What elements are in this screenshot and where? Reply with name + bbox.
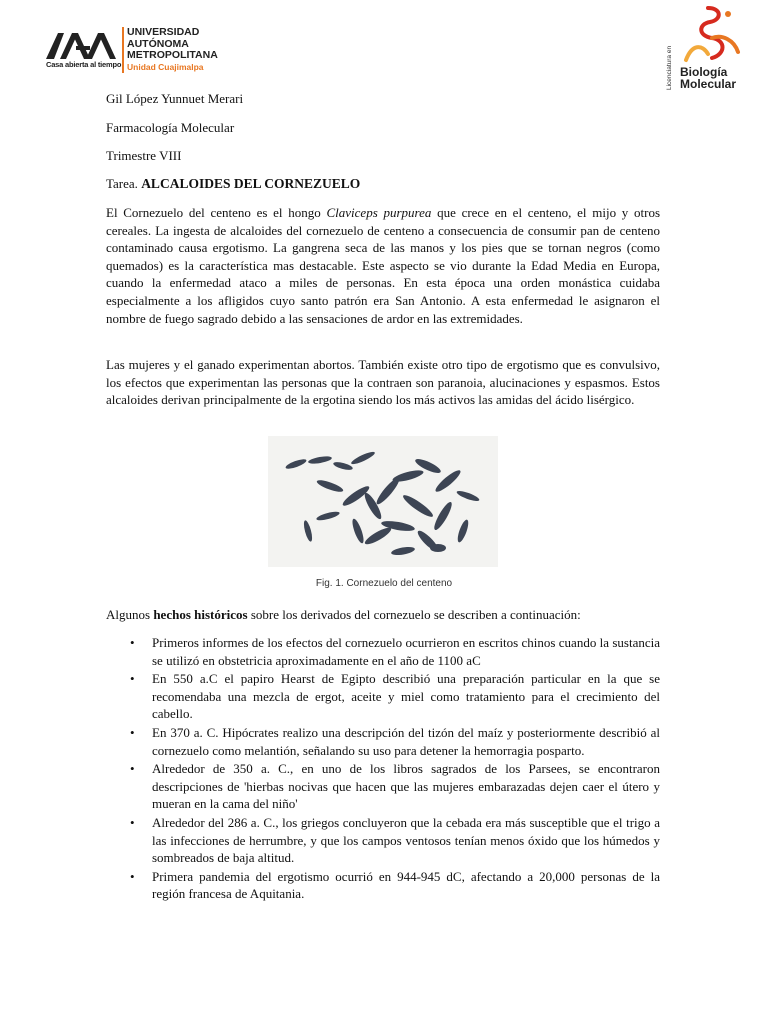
- uam-line-3: METROPOLITANA: [127, 49, 218, 61]
- history-intro-before: Algunos: [106, 607, 154, 622]
- bullet-icon: •: [130, 868, 135, 884]
- task-heading: [106, 176, 360, 192]
- history-intro: [106, 607, 581, 623]
- task-prefix: Tarea.: [106, 176, 138, 191]
- bio-vertical-label: Licenciatura en: [666, 45, 673, 90]
- bullet-icon: •: [130, 814, 135, 830]
- list-item: [106, 724, 660, 759]
- p1-species-name: Claviceps purpurea: [326, 205, 432, 220]
- bio-wordmark: [680, 66, 736, 90]
- uam-tagline: Casa abierta al tiempo: [46, 60, 122, 69]
- uam-emblem-icon: [46, 29, 118, 61]
- biologia-molecular-logo: [664, 4, 754, 96]
- p1-text-before: El Cornezuelo del centeno es el hongo: [106, 205, 327, 220]
- author-name: Gil López Yunnuet Merari: [106, 91, 244, 106]
- history-intro-bold: hechos históricos: [153, 607, 248, 622]
- bio-word-1: Biología: [680, 65, 728, 79]
- uam-unit: Unidad Cuajimalpa: [127, 61, 204, 72]
- figure-caption: Fig. 1. Cornezuelo del centeno: [315, 578, 453, 589]
- history-list: [106, 634, 660, 904]
- list-item: [106, 760, 660, 813]
- uam-line-1: UNIVERSIDAD: [127, 26, 200, 38]
- uam-line-2: AUTÓNOMA: [127, 37, 189, 50]
- uam-name: [122, 27, 218, 73]
- list-item: [106, 634, 660, 669]
- history-intro-after: sobre los derivados del cornezuelo se describen a continuación:: [247, 607, 581, 622]
- bio-word-2: Molecular: [680, 77, 737, 91]
- task-title: ALCALOIDES DEL CORNEZUELO: [141, 176, 361, 191]
- ergot-photo: [268, 436, 498, 567]
- dna-swirl-icon: [678, 4, 748, 64]
- term-label: Trimestre VIII: [106, 148, 182, 163]
- paragraph-intro: [106, 204, 660, 327]
- list-item-text: En 370 a. C. Hipócrates realizo una descripción del tizón del maíz y posteriormente describió al cornezuelo como melantión, señalando su uso para detener la hemorragia posparto.: [152, 724, 660, 758]
- bullet-icon: •: [130, 761, 135, 777]
- bullet-icon: •: [130, 635, 135, 650]
- list-item: [106, 670, 660, 723]
- list-item: [106, 868, 660, 903]
- paragraph-effects: Las mujeres y el ganado experimentan abortos. También existe otro tipo de ergotismo que es convulsivo, los efectos que experimentan las personas que la contraen son paranoia, alucinaciones y espasmos. Estos alcaloides derivan principalmente de la ergotina siendo los más activos las amidas del ácido lisérgico.: [106, 357, 660, 408]
- uam-logo: [46, 27, 226, 83]
- list-item-text: Alrededor de 350 a. C., en uno de los libros sagrados de los Parsees, se encontraron descripciones de 'hierbas nocivas que hacen que las mujeres embarazadas dejen caer el útero y mueran en la cama del niño': [152, 761, 660, 812]
- bullet-icon: •: [130, 671, 135, 687]
- list-item-text: Primera pandemia del ergotismo ocurrió en 944-945 dC, afectando a 20,000 personas de la región francesa de Aquitania.: [152, 868, 660, 902]
- ergot-sclerotia-image: [268, 436, 498, 567]
- list-item-text: Alrededor del 286 a. C., los griegos concluyeron que la cebada era más susceptible que el trigo a las infecciones de herrumbre, y que los campos ventosos tenían menos óxido que los húmedos y sombreados de baja altitud.: [152, 814, 660, 866]
- course-name: Farmacología Molecular: [106, 120, 235, 135]
- list-item-text: En 550 a.C el papiro Hearst de Egipto describió una preparación particular en la que se recomendaba una mezcla de ergot, aceite y miel como tratamiento para el crecimiento del cabello.: [152, 671, 660, 722]
- p1-text-after: que crece en el centeno, el mijo y otros cereales. La ingesta de alcaloides del cornezuelo de centeno a consecuencia de consumir pan de centeno contaminado causa ergotismo. La gangrena seca de las manos y los pies que se tornan negros (como quemados) es la característica mas destacable. Este aspecto se vio durante la Edad Media en Europa, cuando la enfermedad ataco a miles de personas. En esta época una orden monástica cuidaba especialmente a los afligidos cuyo santo patrón era San Antonio. A esta enfermedad le asignaron el nombre de fuego sagrado debido a las sensaciones de ardor en las extremidades.: [106, 205, 660, 326]
- list-item: [106, 814, 660, 867]
- bullet-icon: •: [130, 724, 135, 740]
- list-item-text: Primeros informes de los efectos del cornezuelo ocurrieron en escritos chinos cuando la sustancia se utilizó en obstetricia aproximadamente en el año de 1100 aC: [152, 635, 660, 668]
